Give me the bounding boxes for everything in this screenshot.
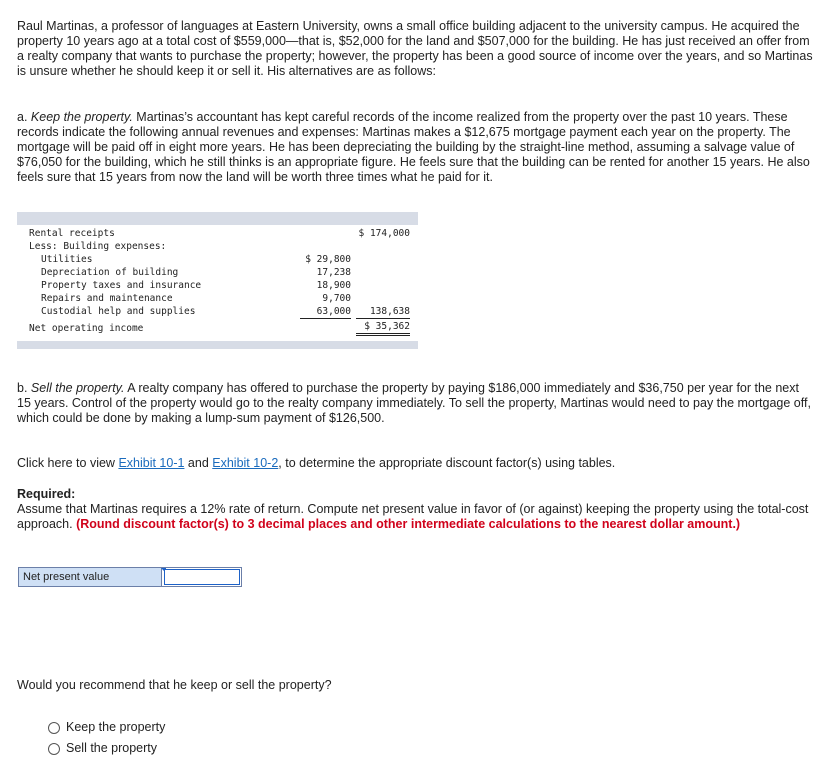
rental-receipts-label: Rental receipts bbox=[29, 228, 115, 239]
part-a-text: Martinas’s accountant has kept careful records of the income realized from the property over the past 10 years. These records indicate the following annual revenues and expenses: Martinas makes a $12,675 mortgage payment each year on the property. The mortgage will be paid off in eight more years. He has been depreciating the building by the straight-line method, assuming a salvage value of $76,050 for the building, which he still thinks is an appropriate figure. He feels sure that the building can be rented for another 15 years. He also feels sure that 15 years from now the land will be worth three times what he paid for it. bbox=[17, 110, 810, 184]
required-text: Assume that Martinas requires a 12% rate of return. Compute net present value in favor of (or against) keeping the property using the total-cost approach. bbox=[17, 502, 809, 531]
click-before: Click here to view bbox=[17, 456, 119, 470]
keep-property-label: Keep the property bbox=[66, 720, 166, 734]
total-expenses-value: 138,638 bbox=[356, 306, 410, 319]
expense-label: Depreciation of building bbox=[41, 267, 179, 278]
part-a bbox=[17, 110, 813, 185]
less-expenses-label: Less: Building expenses: bbox=[29, 241, 167, 252]
expense-value: 63,000 bbox=[300, 306, 351, 319]
sell-property-option[interactable] bbox=[48, 741, 157, 756]
radio-circle-icon[interactable] bbox=[48, 722, 60, 734]
statement-bottom-bar bbox=[17, 341, 418, 349]
required-heading: Required: bbox=[17, 487, 76, 501]
exhibit-instructions bbox=[17, 456, 813, 471]
part-b-title: Sell the property. bbox=[30, 381, 125, 395]
rounding-note: (Round discount factor(s) to 3 decimal places and other intermediate calculations to the nearest dollar amount.) bbox=[76, 517, 741, 531]
net-operating-income-value: $ 35,362 bbox=[356, 321, 410, 336]
part-a-title: Keep the property. bbox=[30, 110, 133, 124]
sell-property-label: Sell the property bbox=[66, 741, 158, 755]
part-b-prefix: b. bbox=[17, 381, 31, 395]
rental-receipts-value: $ 174,000 bbox=[358, 228, 410, 239]
part-b-text: A realty company has offered to purchase the property by paying $186,000 immediately and $36,750 per year for the next 15 years. Control of the property would go to the realty company immediately. To sell the property, Martinas would need to pay the mortgage off, which could be done by making a lump-sum payment of $126,500. bbox=[17, 381, 811, 425]
expense-value: 17,238 bbox=[316, 267, 351, 278]
income-statement bbox=[17, 212, 418, 349]
expense-value: 18,900 bbox=[316, 280, 351, 291]
npv-answer-row bbox=[18, 567, 242, 587]
required-section bbox=[17, 487, 813, 532]
statement-top-bar bbox=[17, 212, 418, 225]
npv-label: Net present value bbox=[19, 568, 162, 586]
expense-value: $ 29,800 bbox=[305, 254, 351, 265]
part-a-prefix: a. bbox=[17, 110, 31, 124]
click-mid: and bbox=[184, 456, 213, 470]
exhibit-10-2-link[interactable]: Exhibit 10-2 bbox=[212, 456, 279, 470]
expense-label: Utilities bbox=[41, 254, 93, 265]
net-operating-income-label: Net operating income bbox=[29, 323, 144, 334]
click-after: , to determine the appropriate discount factor(s) using tables. bbox=[278, 456, 616, 470]
expense-label: Repairs and maintenance bbox=[41, 293, 173, 304]
radio-circle-icon[interactable] bbox=[48, 743, 60, 755]
expense-label: Custodial help and supplies bbox=[41, 306, 196, 317]
exhibit-10-1-link[interactable]: Exhibit 10-1 bbox=[118, 456, 185, 470]
expense-label: Property taxes and insurance bbox=[41, 280, 202, 291]
part-b bbox=[17, 381, 813, 426]
recommend-question: Would you recommend that he keep or sell the property? bbox=[17, 678, 332, 692]
keep-property-option[interactable] bbox=[48, 720, 165, 735]
expense-value: 9,700 bbox=[322, 293, 351, 304]
intro-paragraph: Raul Martinas, a professor of languages at Eastern University, owns a small office building adjacent to the university campus. He acquired the property 10 years ago at a total cost of $559,000—that is, $52,000 for the land and $507,000 for the building. He has just received an offer from a realty company that wants to purchase the property; however, the property has been a good source of income over the years, and so Martinas is unsure whether he should keep it or sell it. His alternatives are as follows: bbox=[17, 19, 813, 78]
npv-input[interactable] bbox=[164, 569, 240, 585]
